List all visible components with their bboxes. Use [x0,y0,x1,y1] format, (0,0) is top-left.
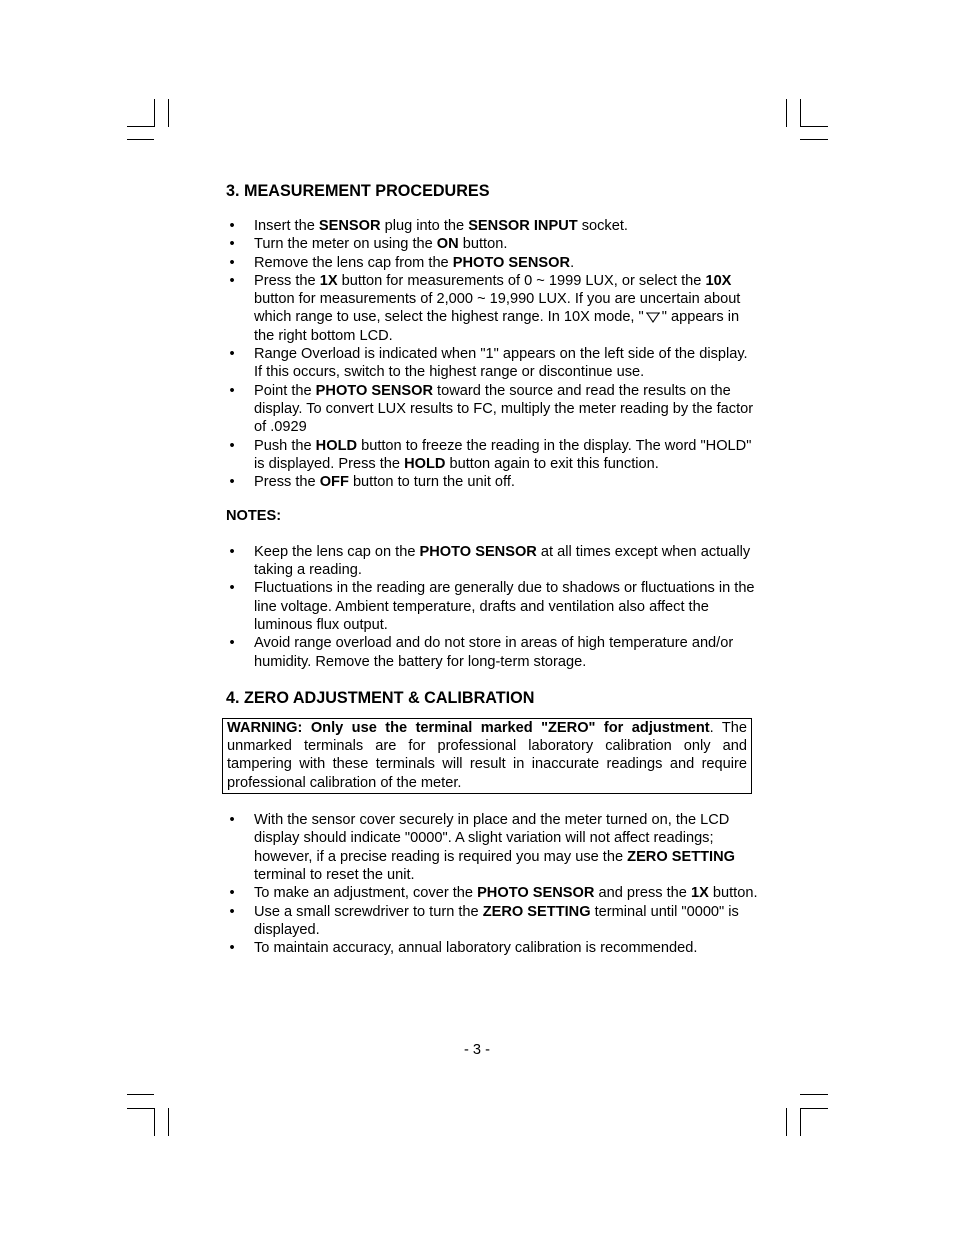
text-run: Keep the lens cap on the [254,543,420,560]
section-4-heading: 4. ZERO ADJUSTMENT & CALIBRATION [226,688,535,707]
bold-text: HOLD [315,437,358,454]
bold-text: WARNING: Only use the terminal marked "ZERO" for adjustment [227,719,710,736]
list-item [226,217,758,235]
page-number: - 3 - [464,1042,490,1058]
text-run: With the sensor cover securely in place and the meter turned on, the LCD display should indicate "0000". A slight variation will not affect readings; however, if a precise reading is required you may use the [254,812,730,865]
crop-mark [800,139,828,140]
bullet-icon: • [229,580,235,597]
list-item [226,903,758,940]
list-item [226,473,758,491]
bold-text: SENSOR [318,218,381,234]
text-run: at all times except when actually taking a reading. [254,543,751,579]
list-item [226,811,758,884]
page-content [226,180,758,957]
bullet-icon: • [229,635,235,652]
list-item [226,272,758,345]
bullet-icon: • [229,218,235,234]
crop-mark [168,99,169,127]
bold-text: PHOTO SENSOR [419,543,537,560]
crop-mark [800,1108,801,1136]
bullet-icon: • [229,437,235,454]
notes-label: NOTES: [226,508,282,525]
bullet-icon: • [229,885,235,902]
crop-mark [154,1108,155,1136]
bold-text: OFF [319,474,349,491]
crop-mark [786,99,787,127]
bold-text: 1X [690,885,709,902]
text-run: button again to exit this function. [445,455,659,472]
text-run: Use a small screwdriver to turn the [254,903,483,920]
text-run: Press the [254,474,320,491]
bullet-icon: • [229,254,235,271]
bold-text: PHOTO SENSOR [477,885,595,902]
text-run: button for measurements of 2,000 ~ 19,990 LUX. If you are uncertain about which range to use, select the highest range. In 10X mode, " [254,291,741,326]
text-run: button to freeze the reading in the display. The word "HOLD" is displayed. Press the [254,437,752,472]
text-run: Avoid range overload and do not store in areas of high temperature and/or humidity. Remove the battery for long-term storage. [254,635,734,670]
text-run: button. [708,885,758,902]
crop-mark [127,1108,154,1109]
bold-text: ON [436,236,459,253]
text-run: Range Overload is indicated when "1" appears on the left side of the display. If this occurs, switch to the highest range or discontinue use. [254,346,748,381]
text-run: Turn the meter on using the [254,236,437,253]
bullet-icon: • [229,543,235,560]
text-run: Point the [254,382,316,399]
crop-mark [786,1108,787,1136]
bullet-icon: • [229,272,235,289]
text-run: . [570,254,575,271]
text-run: " appears in the right bottom LCD. [254,309,740,344]
list-item [226,254,758,272]
bullet-icon: • [229,346,235,363]
text-run: terminal to reset the unit. [254,866,415,883]
list-item [226,543,758,580]
text-run: plug into the [380,218,469,234]
bullet-icon: • [229,382,235,399]
zero-adjustment-list [226,811,758,957]
text-run: To maintain accuracy, annual laboratory calibration is recommended. [254,940,698,957]
crop-mark [127,139,154,140]
bullet-icon: • [229,474,235,491]
bold-text: ZERO SETTING [627,848,735,865]
bold-text: PHOTO SENSOR [315,382,433,399]
bold-text: HOLD [404,455,446,472]
text-run: button for measurements of 0 ~ 1999 LUX, or select the [337,272,706,289]
text-run: Push the [254,437,316,454]
bold-text: 10X [705,272,732,289]
bullet-icon: • [229,812,235,829]
text-run: . The unmarked terminals are for professional laboratory calibration only and tampering with these terminals will result in inaccurate readings and require professional calibration of the meter. [227,719,748,791]
crop-mark [800,126,828,127]
crop-mark [800,1094,828,1095]
warning-box [222,718,752,794]
list-item [226,382,758,437]
crop-mark [127,126,154,127]
text-run: Fluctuations in the reading are generally due to shadows or fluctuations in the line voltage. Ambient temperature, drafts and ventilation also affect the luminous flux output. [254,580,755,633]
triangle-down-icon [645,311,661,323]
bold-text: PHOTO SENSOR [452,254,571,271]
text-run: toward the source and read the results on the display. To convert LUX results to FC, multiply the meter reading by the factor of .0929 [254,382,754,436]
crop-mark [168,1108,169,1136]
text-run: and press the [594,885,691,902]
list-item [226,345,758,382]
list-item [226,939,758,957]
bold-text: ZERO SETTING [482,903,591,920]
text-run: button. [458,236,508,253]
notes-list [226,543,758,671]
text-run: terminal until "0000" is displayed. [254,903,739,938]
crop-mark [800,1108,828,1109]
bold-text: 1X [319,272,338,289]
text-run: Remove the lens cap from the [254,254,453,271]
crop-mark [154,99,155,127]
measurement-procedures-list [226,217,758,491]
list-item [226,579,758,634]
text-run: button to turn the unit off. [348,474,515,491]
text-run: To make an adjustment, cover the [254,885,478,902]
list-item [226,634,758,671]
section-3-heading: 3. MEASUREMENT PROCEDURES [226,182,490,200]
list-item [226,235,758,253]
crop-mark [127,1094,154,1095]
bullet-icon: • [229,903,235,920]
bullet-icon: • [229,940,235,957]
text-run: Insert the [254,218,319,234]
bold-text: SENSOR INPUT [468,218,578,234]
bullet-icon: • [229,236,235,253]
text-run: Press the [254,272,320,289]
text-run: socket. [577,218,628,234]
list-item [226,884,758,902]
crop-mark [800,99,801,127]
list-item [226,437,758,474]
